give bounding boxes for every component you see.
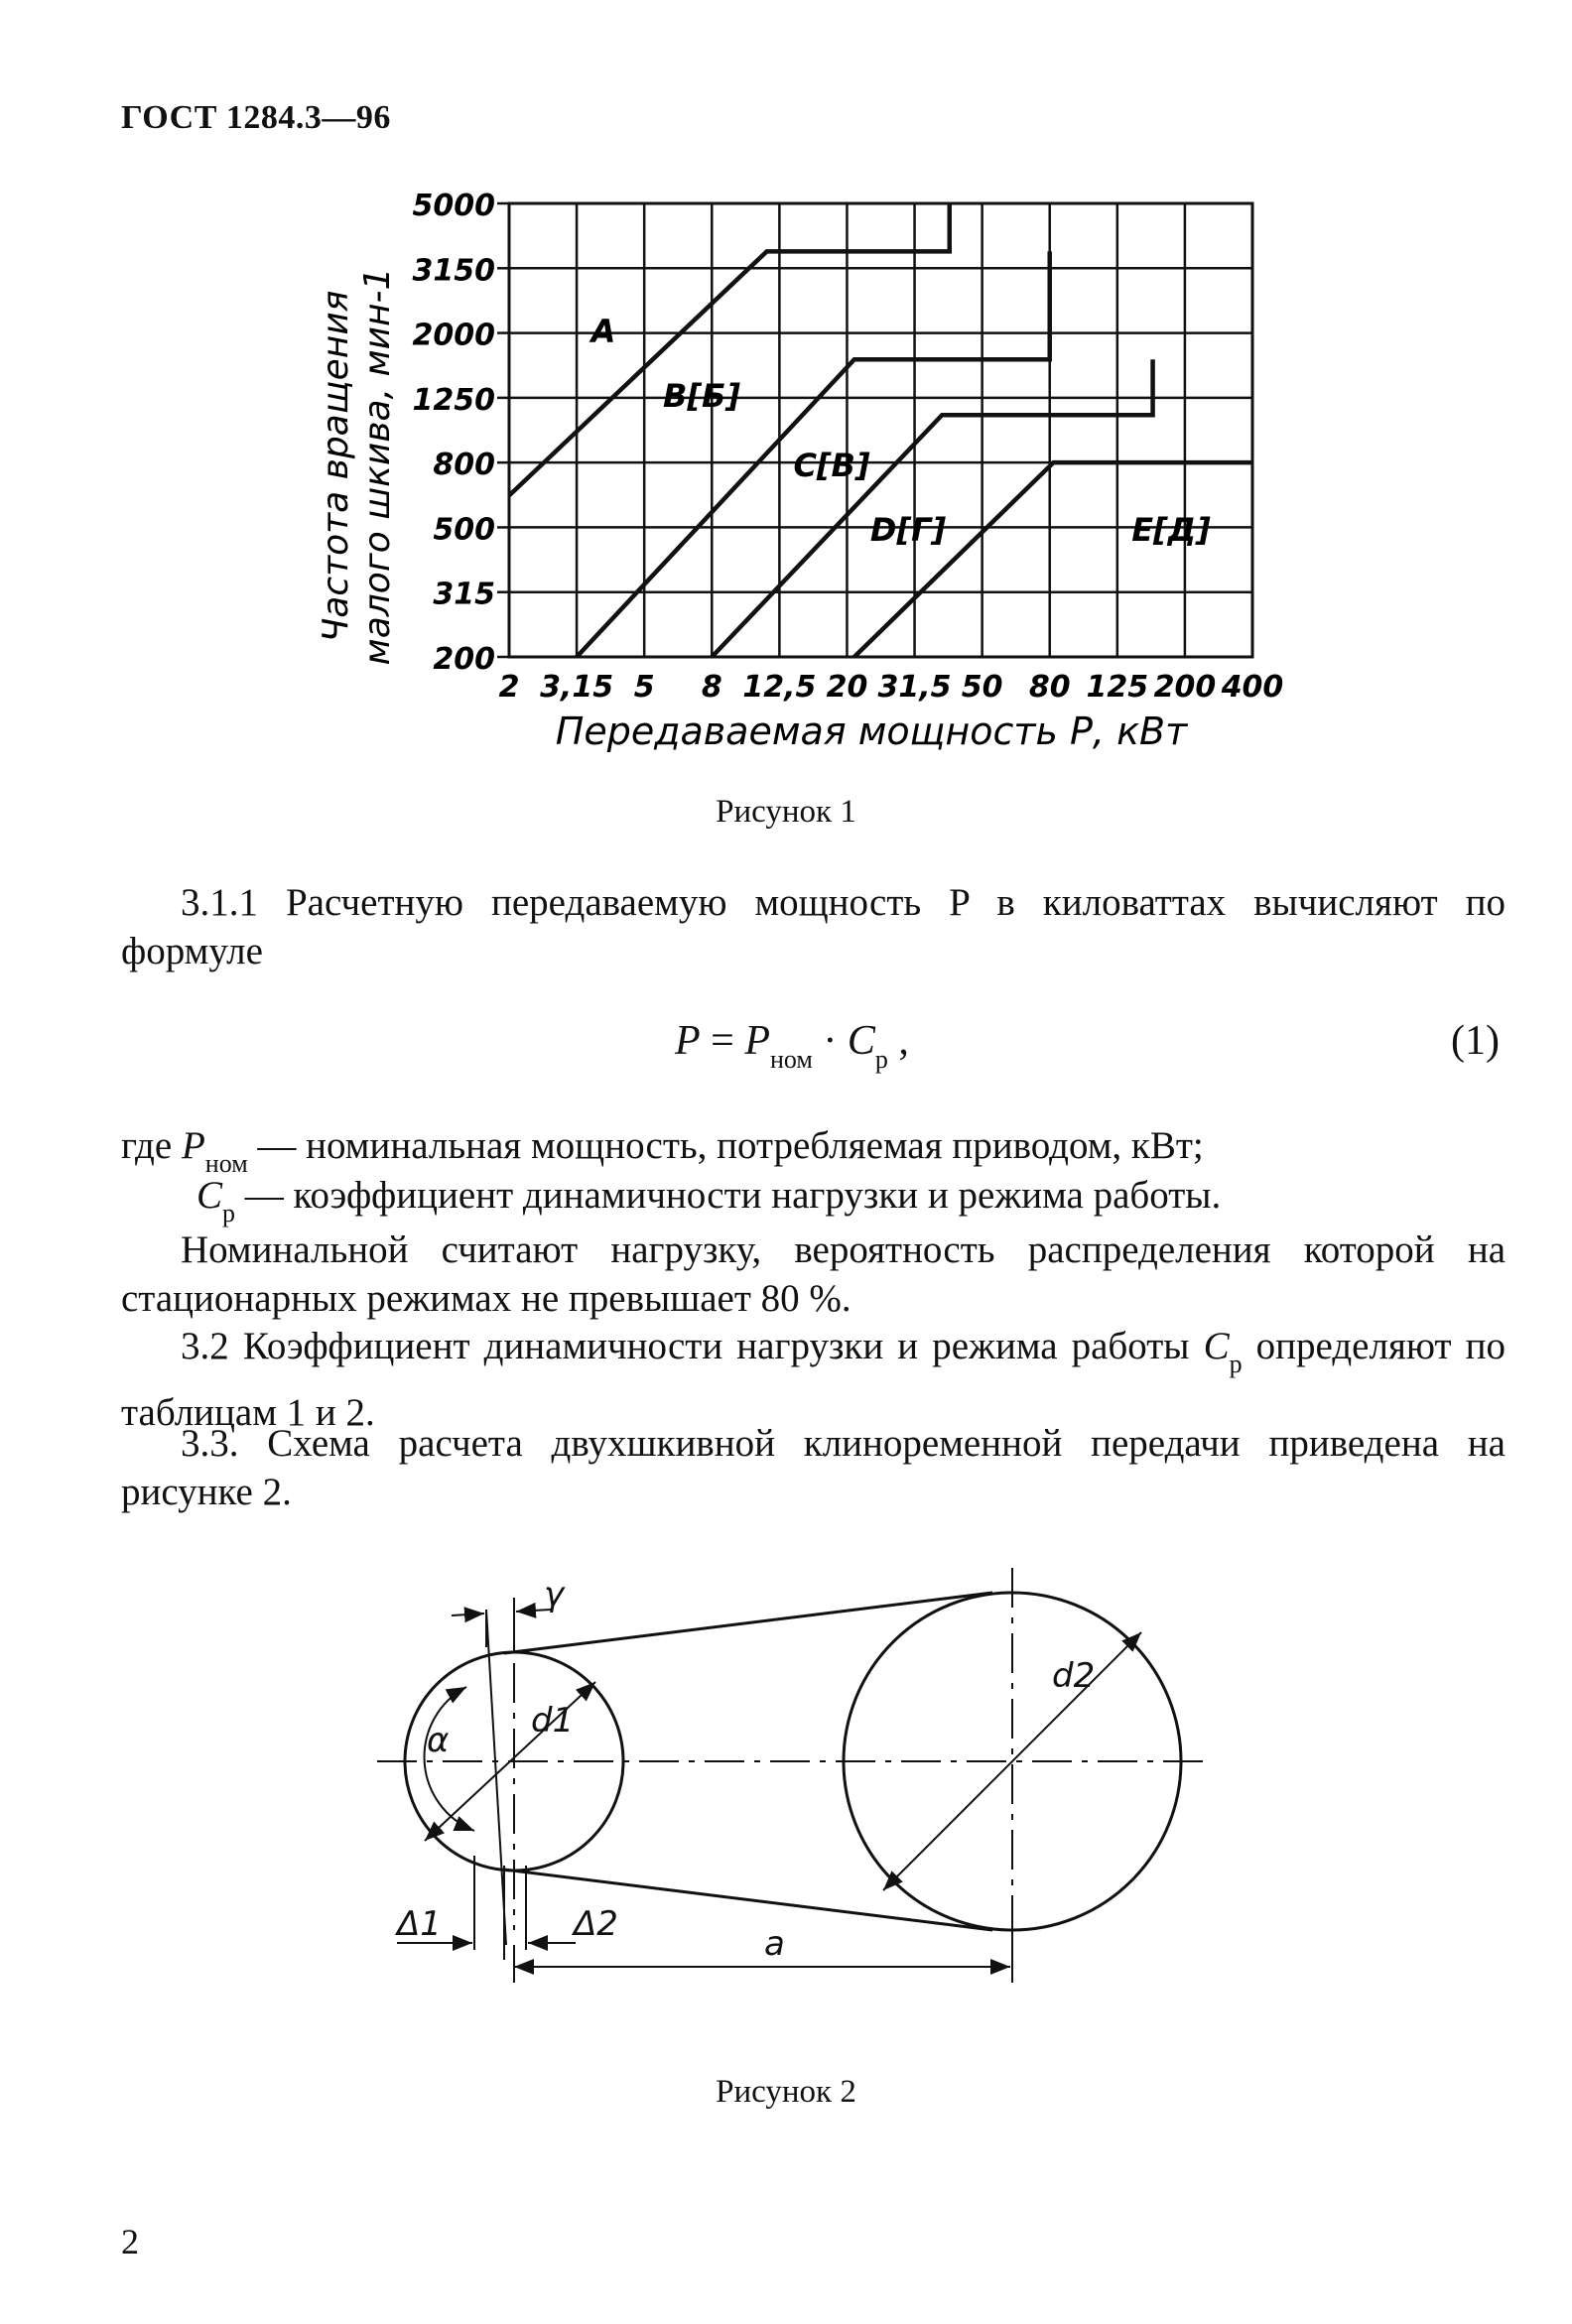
- chart-regions: [509, 203, 1252, 657]
- formula-number: (1): [1451, 1018, 1500, 1064]
- region-boundary: [509, 203, 950, 495]
- plot-frame: [509, 203, 1252, 657]
- y-tick-label: 315: [433, 577, 495, 612]
- y-axis-label-line1: Частота вращения: [316, 290, 356, 643]
- a-label: a: [764, 1924, 785, 1964]
- figure-2-caption: Рисунок 2: [716, 2074, 856, 2110]
- y-tick-label: 2000: [412, 318, 495, 353]
- y-axis-label-line2: малого шкива, мин-1: [357, 267, 398, 666]
- y-tick-label: 800: [433, 448, 495, 483]
- y-tick-label: 1250: [412, 382, 495, 418]
- x-tick-label: 20: [826, 670, 868, 705]
- chart-grid: [509, 203, 1252, 657]
- y-tick-label: 500: [433, 512, 495, 548]
- x-tick-label: 3,15: [540, 670, 614, 705]
- alpha-label: α: [427, 1721, 450, 1760]
- x-tick-label: 80: [1028, 670, 1071, 705]
- x-tick-label: 5: [633, 670, 655, 705]
- paragraph-3-3: 3.3. Схема расчета двухшкивной клиноременной передачи приведена на рисунке 2.: [121, 1422, 1506, 1513]
- gamma-arrow-left: [452, 1614, 484, 1615]
- formula-expression: $P = P_{ном} \cdot C_р$ ,: [675, 1018, 909, 1074]
- region-boundary: [712, 359, 1152, 657]
- delta1-label: Δ1: [397, 1904, 442, 1944]
- page-number: 2: [121, 2222, 139, 2261]
- paragraph-nominal: Номинальной считают нагрузку, вероятность распределения которой на стационарных режимах не превышает 80 %.: [121, 1228, 1506, 1320]
- y-tick-label: 5000: [412, 189, 495, 223]
- region-label: B[Б]: [662, 377, 741, 415]
- where-line-1: где $P_{ном}$ — номинальная мощность, потребляемая приводом, кВт;: [121, 1124, 1204, 1178]
- paragraph-3-1-1: 3.1.1 Расчетную передаваемую мощность P в киловаттах вычисляют по формуле: [121, 881, 1506, 972]
- x-tick-label: 8: [701, 670, 722, 705]
- delta2-label: Δ2: [574, 1904, 618, 1944]
- y-tick-label: 200: [433, 642, 495, 677]
- region-label: C[В]: [793, 447, 870, 484]
- where-line-2: $C_р$ — коэффициент динамичности нагрузки и режима работы.: [196, 1174, 1222, 1227]
- d1-label: d1: [531, 1701, 575, 1741]
- figure-1-caption: Рисунок 1: [716, 794, 856, 830]
- figure-1-chart: [0, 169, 1572, 953]
- x-tick-label: 31,5: [877, 670, 952, 705]
- belt-upper: [504, 1593, 992, 1653]
- y-tick-label: 3150: [412, 253, 495, 289]
- x-tick-label: 125: [1086, 670, 1149, 705]
- x-tick-label: 2: [498, 670, 520, 705]
- y-tick-labels: [413, 189, 510, 677]
- gamma-label: γ: [544, 1575, 565, 1614]
- x-tick-labels: [499, 670, 1284, 705]
- x-axis-label: Передаваемая мощность Р, кВт: [555, 710, 1188, 753]
- x-tick-label: 400: [1221, 670, 1284, 705]
- formula-1: [0, 1017, 1572, 1087]
- document-header: ГОСТ 1284.3—96: [121, 99, 391, 136]
- x-tick-label: 200: [1153, 670, 1217, 705]
- figure-2-diagram: [0, 1548, 1572, 2014]
- region-label: D[Г]: [869, 511, 947, 549]
- region-label: E[Д]: [1131, 511, 1211, 549]
- paragraph-3-2: 3.2 Коэффициент динамичности нагрузки и режима работы $C_р$ определяют по таблицам 1 и 2.: [121, 1325, 1506, 1434]
- region-label: A: [590, 313, 616, 350]
- x-tick-label: 50: [961, 670, 1003, 705]
- x-tick-label: 12,5: [742, 670, 817, 705]
- d2-label: d2: [1052, 1656, 1096, 1696]
